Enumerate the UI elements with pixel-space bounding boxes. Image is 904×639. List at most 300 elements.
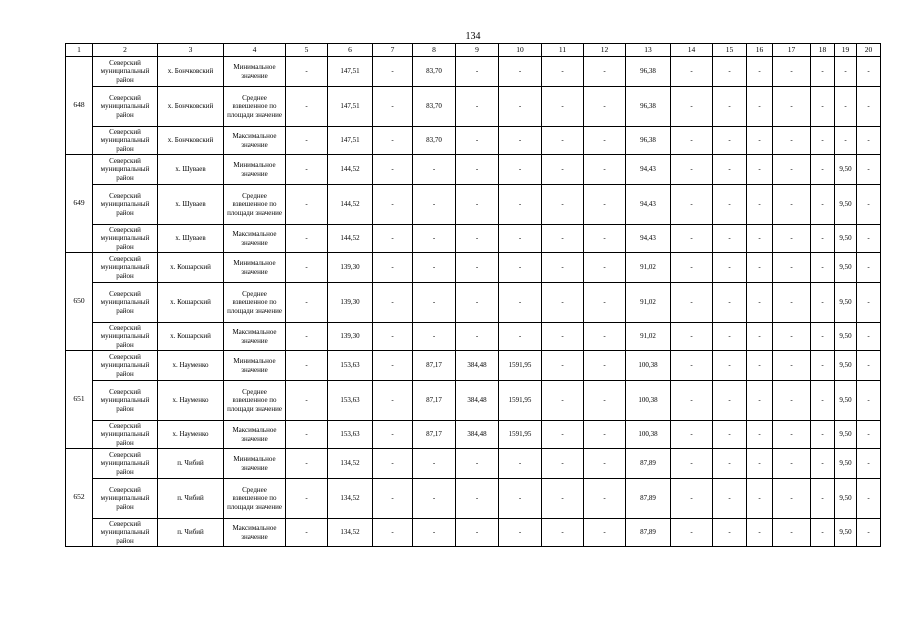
table-row bbox=[66, 421, 881, 449]
table-cell: Северский муниципальный район bbox=[93, 421, 158, 449]
table-cell: - bbox=[373, 57, 413, 87]
table-cell: - bbox=[835, 87, 857, 127]
table-cell: - bbox=[747, 57, 773, 87]
table-cell: - bbox=[373, 87, 413, 127]
table-cell: 139,30 bbox=[328, 283, 373, 323]
table-cell: Среднее взвешенное по площади значение bbox=[224, 87, 286, 127]
table-cell: - bbox=[413, 449, 456, 479]
table-cell: - bbox=[713, 351, 747, 381]
table-cell: 1591,95 bbox=[499, 351, 542, 381]
table-cell: - bbox=[671, 87, 713, 127]
table-row bbox=[66, 87, 881, 127]
table-cell: - bbox=[747, 225, 773, 253]
table-cell: - bbox=[413, 185, 456, 225]
table-cell: - bbox=[456, 479, 499, 519]
table-cell: - bbox=[456, 283, 499, 323]
table-cell: Северский муниципальный район bbox=[93, 87, 158, 127]
table-cell: - bbox=[499, 87, 542, 127]
table-cell: 9,50 bbox=[835, 519, 857, 547]
table-cell: - bbox=[671, 351, 713, 381]
table-cell: - bbox=[857, 225, 881, 253]
table-cell: - bbox=[499, 479, 542, 519]
table-cell: - bbox=[811, 421, 835, 449]
table-cell: 83,70 bbox=[413, 127, 456, 155]
table-cell: 9,50 bbox=[835, 449, 857, 479]
table-cell: Северский муниципальный район bbox=[93, 323, 158, 351]
table-cell: - bbox=[671, 155, 713, 185]
column-header: 10 bbox=[499, 44, 542, 57]
table-cell: - bbox=[671, 449, 713, 479]
table-row bbox=[66, 449, 881, 479]
table-cell: - bbox=[373, 351, 413, 381]
table-cell: - bbox=[773, 87, 811, 127]
table-cell: - bbox=[413, 519, 456, 547]
table-cell: - bbox=[373, 421, 413, 449]
table-cell: 9,50 bbox=[835, 351, 857, 381]
table-cell: 87,17 bbox=[413, 351, 456, 381]
table-cell: 9,50 bbox=[835, 421, 857, 449]
table-row bbox=[66, 323, 881, 351]
table-cell: - bbox=[456, 57, 499, 87]
table-row bbox=[66, 253, 881, 283]
table-cell: - bbox=[499, 155, 542, 185]
table-cell: - bbox=[286, 185, 328, 225]
table-cell: - bbox=[456, 185, 499, 225]
table-cell: - bbox=[747, 381, 773, 421]
table-cell: Северский муниципальный район bbox=[93, 381, 158, 421]
table-cell: - bbox=[671, 519, 713, 547]
table-cell: - bbox=[857, 185, 881, 225]
table-cell: - bbox=[286, 87, 328, 127]
table-cell: 87,89 bbox=[626, 479, 671, 519]
table-cell: - bbox=[456, 253, 499, 283]
table-cell: Северский муниципальный район bbox=[93, 351, 158, 381]
table-row bbox=[66, 479, 881, 519]
column-header: 20 bbox=[857, 44, 881, 57]
table-cell: - bbox=[413, 253, 456, 283]
table-cell: 100,38 bbox=[626, 381, 671, 421]
table-cell: - bbox=[857, 87, 881, 127]
table-cell: - bbox=[857, 519, 881, 547]
table-cell: - bbox=[286, 479, 328, 519]
table-cell: - bbox=[671, 283, 713, 323]
table-cell: х. Шуваев bbox=[158, 185, 224, 225]
table-cell: Северский муниципальный район bbox=[93, 155, 158, 185]
table-cell: - bbox=[671, 225, 713, 253]
table-cell: - bbox=[811, 351, 835, 381]
table-cell: Северский муниципальный район bbox=[93, 225, 158, 253]
table-cell: 9,50 bbox=[835, 155, 857, 185]
table-cell: 83,70 bbox=[413, 57, 456, 87]
table-cell: - bbox=[773, 421, 811, 449]
table-cell: х. Шуваев bbox=[158, 155, 224, 185]
table-cell: - bbox=[811, 127, 835, 155]
table-cell: - bbox=[671, 421, 713, 449]
table-cell: Северский муниципальный район bbox=[93, 479, 158, 519]
table-cell: - bbox=[835, 57, 857, 87]
column-header: 7 bbox=[373, 44, 413, 57]
column-header: 8 bbox=[413, 44, 456, 57]
table-cell: - bbox=[773, 449, 811, 479]
table-cell: х. Бончковский bbox=[158, 57, 224, 87]
table-cell: - bbox=[499, 519, 542, 547]
table-cell: - bbox=[286, 449, 328, 479]
table-cell: - bbox=[499, 57, 542, 87]
table-cell: 384,48 bbox=[456, 421, 499, 449]
table-cell: - bbox=[671, 185, 713, 225]
table-cell: 134,52 bbox=[328, 449, 373, 479]
table-cell: - bbox=[286, 155, 328, 185]
table-cell: - bbox=[773, 185, 811, 225]
table-cell: - bbox=[671, 57, 713, 87]
table-cell: - bbox=[773, 225, 811, 253]
table-cell: - bbox=[413, 323, 456, 351]
table-cell: - bbox=[584, 479, 626, 519]
table-cell: 94,43 bbox=[626, 185, 671, 225]
column-header: 2 bbox=[93, 44, 158, 57]
table-cell: 9,50 bbox=[835, 225, 857, 253]
table-cell: - bbox=[835, 127, 857, 155]
table-cell: - bbox=[286, 421, 328, 449]
table-cell: - bbox=[713, 57, 747, 87]
table-cell: - bbox=[456, 87, 499, 127]
table-cell: п. Чибий bbox=[158, 449, 224, 479]
table-cell: - bbox=[542, 155, 584, 185]
table-row bbox=[66, 127, 881, 155]
table-cell: - bbox=[373, 283, 413, 323]
column-header: 18 bbox=[811, 44, 835, 57]
table-cell: 153,63 bbox=[328, 351, 373, 381]
table-cell: х. Науменко bbox=[158, 351, 224, 381]
table-cell: - bbox=[713, 519, 747, 547]
table-cell: Максимальное значение bbox=[224, 421, 286, 449]
table-cell: - bbox=[811, 57, 835, 87]
table-cell: - bbox=[584, 421, 626, 449]
table-cell: - bbox=[584, 253, 626, 283]
table-cell: 91,02 bbox=[626, 253, 671, 283]
table-cell: - bbox=[499, 253, 542, 283]
table-cell: - bbox=[584, 449, 626, 479]
table-cell: - bbox=[413, 225, 456, 253]
table-cell: - bbox=[456, 225, 499, 253]
table-cell: - bbox=[747, 87, 773, 127]
table-cell: - bbox=[857, 479, 881, 519]
table-cell: - bbox=[584, 127, 626, 155]
table-cell: 147,51 bbox=[328, 57, 373, 87]
table-cell: - bbox=[286, 283, 328, 323]
table-cell: 94,43 bbox=[626, 155, 671, 185]
table-cell: 91,02 bbox=[626, 283, 671, 323]
table-body bbox=[66, 44, 881, 547]
table-cell: 94,43 bbox=[626, 225, 671, 253]
table-cell: Минимальное значение bbox=[224, 57, 286, 87]
table-cell: 87,89 bbox=[626, 449, 671, 479]
table-cell: - bbox=[456, 127, 499, 155]
table-cell: - bbox=[286, 225, 328, 253]
table-cell: - bbox=[499, 225, 542, 253]
table-cell: 147,51 bbox=[328, 87, 373, 127]
table-cell: - bbox=[584, 323, 626, 351]
table-cell: - bbox=[542, 421, 584, 449]
table-cell: 153,63 bbox=[328, 381, 373, 421]
table-cell: п. Чибий bbox=[158, 519, 224, 547]
table-cell: Максимальное значение bbox=[224, 127, 286, 155]
table-cell: - bbox=[499, 283, 542, 323]
table-cell: 9,50 bbox=[835, 185, 857, 225]
table-cell: - bbox=[747, 253, 773, 283]
table-cell: 83,70 bbox=[413, 87, 456, 127]
table-cell: - bbox=[584, 185, 626, 225]
table-cell: - bbox=[811, 381, 835, 421]
table-cell: - bbox=[857, 155, 881, 185]
table-cell: - bbox=[286, 127, 328, 155]
table-cell: - bbox=[713, 127, 747, 155]
table-cell: - bbox=[584, 351, 626, 381]
table-cell: 100,38 bbox=[626, 351, 671, 381]
table-cell: 96,38 bbox=[626, 87, 671, 127]
table-cell: - bbox=[584, 155, 626, 185]
table-cell: - bbox=[747, 323, 773, 351]
table-cell: - bbox=[811, 323, 835, 351]
table-cell: - bbox=[671, 323, 713, 351]
table-cell: - bbox=[773, 253, 811, 283]
data-table bbox=[65, 43, 881, 547]
column-header: 11 bbox=[542, 44, 584, 57]
table-cell: х. Науменко bbox=[158, 421, 224, 449]
table-cell: - bbox=[671, 253, 713, 283]
table-cell: - bbox=[542, 449, 584, 479]
table-cell: - bbox=[671, 127, 713, 155]
table-cell: - bbox=[713, 323, 747, 351]
table-cell: 96,38 bbox=[626, 57, 671, 87]
table-cell: Максимальное значение bbox=[224, 225, 286, 253]
table-cell: - bbox=[286, 351, 328, 381]
column-header: 15 bbox=[713, 44, 747, 57]
table-cell: х. Кошарский bbox=[158, 253, 224, 283]
table-cell: - bbox=[373, 519, 413, 547]
table-cell: - bbox=[286, 381, 328, 421]
table-cell: - bbox=[773, 479, 811, 519]
table-cell: Минимальное значение bbox=[224, 449, 286, 479]
table-cell: - bbox=[713, 185, 747, 225]
table-cell: - bbox=[373, 127, 413, 155]
page-number: 134 bbox=[465, 31, 481, 42]
table-cell: - bbox=[773, 323, 811, 351]
table-cell: - bbox=[286, 519, 328, 547]
table-cell: 134,52 bbox=[328, 479, 373, 519]
table-cell: - bbox=[373, 185, 413, 225]
row-number: 651 bbox=[66, 351, 93, 449]
table-cell: - bbox=[542, 381, 584, 421]
table-cell: х. Кошарский bbox=[158, 283, 224, 323]
table-cell: - bbox=[413, 155, 456, 185]
table-cell: - bbox=[584, 519, 626, 547]
table-cell: - bbox=[671, 479, 713, 519]
table-cell: Северский муниципальный район bbox=[93, 283, 158, 323]
table-cell: - bbox=[747, 351, 773, 381]
table-cell: - bbox=[811, 449, 835, 479]
table-cell: - bbox=[373, 449, 413, 479]
column-header: 13 bbox=[626, 44, 671, 57]
table-cell: 1591,95 bbox=[499, 381, 542, 421]
table-cell: - bbox=[713, 253, 747, 283]
table-cell: Северский муниципальный район bbox=[93, 449, 158, 479]
table-cell: Среднее взвешенное по площади значение bbox=[224, 283, 286, 323]
table-cell: - bbox=[811, 185, 835, 225]
header-row bbox=[66, 44, 881, 57]
table-cell: - bbox=[857, 351, 881, 381]
table-cell: 139,30 bbox=[328, 253, 373, 283]
table-cell: - bbox=[456, 519, 499, 547]
table-cell: - bbox=[373, 155, 413, 185]
table-cell: - bbox=[542, 479, 584, 519]
table-cell: - bbox=[857, 421, 881, 449]
table-cell: - bbox=[857, 253, 881, 283]
table-cell: - bbox=[747, 421, 773, 449]
table-cell: - bbox=[499, 127, 542, 155]
column-header: 19 bbox=[835, 44, 857, 57]
table-cell: - bbox=[747, 449, 773, 479]
table-cell: - bbox=[773, 519, 811, 547]
table-cell: - bbox=[542, 57, 584, 87]
table-cell: - bbox=[499, 323, 542, 351]
table-cell: - bbox=[373, 253, 413, 283]
table-cell: 9,50 bbox=[835, 253, 857, 283]
column-header: 17 bbox=[773, 44, 811, 57]
table-cell: 153,63 bbox=[328, 421, 373, 449]
table-cell: - bbox=[857, 449, 881, 479]
table-cell: - bbox=[584, 225, 626, 253]
table-cell: - bbox=[747, 155, 773, 185]
table-cell: Максимальное значение bbox=[224, 323, 286, 351]
table-cell: - bbox=[713, 449, 747, 479]
table-cell: - bbox=[286, 253, 328, 283]
column-header: 12 bbox=[584, 44, 626, 57]
table-cell: - bbox=[857, 57, 881, 87]
table-cell: - bbox=[811, 253, 835, 283]
table-cell: - bbox=[811, 155, 835, 185]
table-cell: - bbox=[747, 127, 773, 155]
table-cell: Минимальное значение bbox=[224, 351, 286, 381]
row-number: 650 bbox=[66, 253, 93, 351]
table-cell: п. Чибий bbox=[158, 479, 224, 519]
table-cell: - bbox=[773, 155, 811, 185]
table-cell: - bbox=[584, 57, 626, 87]
table-cell: - bbox=[747, 479, 773, 519]
table-cell: - bbox=[413, 283, 456, 323]
table-cell: - bbox=[542, 87, 584, 127]
table-cell: - bbox=[747, 519, 773, 547]
table-cell: - bbox=[542, 253, 584, 283]
table-cell: - bbox=[542, 127, 584, 155]
row-number: 652 bbox=[66, 449, 93, 547]
table-cell: 1591,95 bbox=[499, 421, 542, 449]
table-cell: - bbox=[373, 479, 413, 519]
table-cell: 87,17 bbox=[413, 421, 456, 449]
table-cell: Максимальное значение bbox=[224, 519, 286, 547]
table-cell: 9,50 bbox=[835, 479, 857, 519]
table-cell: - bbox=[413, 479, 456, 519]
table-cell: х. Бончковский bbox=[158, 87, 224, 127]
table-cell: - bbox=[747, 185, 773, 225]
table-cell: - bbox=[713, 479, 747, 519]
column-header: 4 bbox=[224, 44, 286, 57]
table-cell: - bbox=[542, 323, 584, 351]
table-cell: - bbox=[857, 283, 881, 323]
column-header: 16 bbox=[747, 44, 773, 57]
table-cell: - bbox=[773, 57, 811, 87]
table-cell: Среднее взвешенное по площади значение bbox=[224, 479, 286, 519]
table-cell: - bbox=[811, 479, 835, 519]
table-cell: 384,48 bbox=[456, 381, 499, 421]
table-cell: - bbox=[584, 381, 626, 421]
table-cell: - bbox=[373, 381, 413, 421]
table-cell: - bbox=[286, 57, 328, 87]
table-cell: Северский муниципальный район bbox=[93, 57, 158, 87]
table-cell: 384,48 bbox=[456, 351, 499, 381]
table-cell: - bbox=[811, 283, 835, 323]
table-cell: - bbox=[671, 381, 713, 421]
table-cell: - bbox=[713, 155, 747, 185]
table-cell: - bbox=[456, 155, 499, 185]
column-header: 6 bbox=[328, 44, 373, 57]
table-cell: - bbox=[373, 323, 413, 351]
table-cell: 144,52 bbox=[328, 155, 373, 185]
table-cell: 9,50 bbox=[835, 381, 857, 421]
table-cell: - bbox=[773, 127, 811, 155]
table-row bbox=[66, 155, 881, 185]
table-cell: - bbox=[713, 283, 747, 323]
table-cell: - bbox=[542, 283, 584, 323]
table-cell: - bbox=[857, 127, 881, 155]
table-cell: - bbox=[286, 323, 328, 351]
table-cell: Среднее взвешенное по площади значение bbox=[224, 381, 286, 421]
table-cell: - bbox=[811, 225, 835, 253]
table-cell: - bbox=[713, 87, 747, 127]
table-cell: х. Кошарский bbox=[158, 323, 224, 351]
table-cell: - bbox=[773, 351, 811, 381]
row-number: 648 bbox=[66, 57, 93, 155]
table-cell: - bbox=[542, 185, 584, 225]
table-cell: 147,51 bbox=[328, 127, 373, 155]
table-cell: 87,17 bbox=[413, 381, 456, 421]
table-cell: 100,38 bbox=[626, 421, 671, 449]
table-row bbox=[66, 519, 881, 547]
table-cell: - bbox=[713, 381, 747, 421]
table-cell: - bbox=[811, 87, 835, 127]
table-cell: - bbox=[373, 225, 413, 253]
table-cell: 91,02 bbox=[626, 323, 671, 351]
table-cell: 87,89 bbox=[626, 519, 671, 547]
table-cell: Северский муниципальный район bbox=[93, 127, 158, 155]
row-number: 649 bbox=[66, 155, 93, 253]
table-cell: х. Науменко bbox=[158, 381, 224, 421]
table-cell: - bbox=[811, 519, 835, 547]
table-cell: - bbox=[713, 225, 747, 253]
table-cell: х. Бончковский bbox=[158, 127, 224, 155]
table-cell: - bbox=[542, 351, 584, 381]
table-row bbox=[66, 381, 881, 421]
table-cell: - bbox=[542, 519, 584, 547]
table-cell: Минимальное значение bbox=[224, 253, 286, 283]
table-cell: - bbox=[773, 283, 811, 323]
table-cell: - bbox=[456, 323, 499, 351]
table-row bbox=[66, 225, 881, 253]
table-cell: - bbox=[584, 283, 626, 323]
table-row bbox=[66, 57, 881, 87]
table-cell: - bbox=[747, 283, 773, 323]
table-cell: - bbox=[584, 87, 626, 127]
